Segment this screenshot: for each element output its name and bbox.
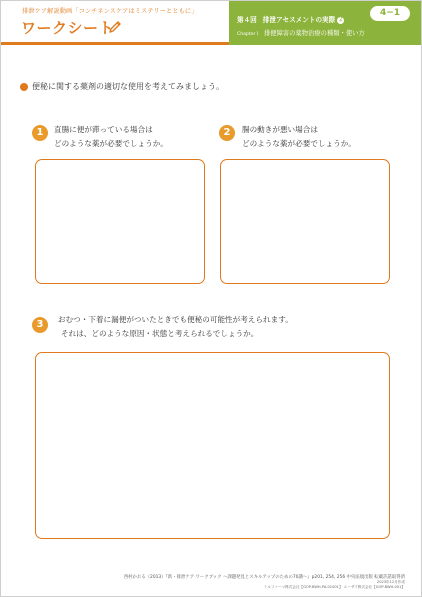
- chapter-title: 排便障害の薬物治療の種類・使い方: [263, 30, 365, 37]
- worksheet-number-badge: 4−1: [370, 6, 410, 21]
- header-underline: [1, 42, 229, 45]
- session-heading: [237, 14, 344, 24]
- answer-box-1[interactable]: [35, 159, 205, 284]
- question-1-line1: 直腸に便が滞っている場合は: [54, 125, 153, 134]
- question-2-text: [242, 123, 356, 151]
- session-title: 排泄アセスメントの実際: [262, 16, 336, 24]
- chapter-label: Chapter１: [237, 32, 260, 37]
- question-3-number: 3: [32, 317, 48, 333]
- question-1-number: 1: [32, 125, 48, 141]
- bullet-icon: [20, 83, 28, 91]
- series-title: 排泄ケア解説動画「コンチネンスケアはミステリーとともに」: [22, 8, 198, 15]
- header-left: [1, 1, 229, 44]
- worksheet-title: ワークシート: [21, 19, 115, 37]
- session-part-number: ２: [337, 16, 344, 23]
- question-1-text: [54, 123, 168, 151]
- question-3-text: [58, 313, 293, 341]
- answer-box-2[interactable]: [220, 159, 390, 284]
- question-2-line2: どのような薬が必要でしょうか。: [242, 139, 356, 148]
- company-codes: ミルファーマ株式会社【GOP-BWH-PA-01001】 エーザイ株式会社【GOP-BWH-001】: [263, 585, 405, 589]
- instruction-text: 便秘に関する薬剤の適切な使用を考えてみましょう。: [32, 82, 224, 91]
- question-3-line2: それは、どのような原因・状態と考えられるでしょうか。: [61, 329, 259, 338]
- chapter-heading: [237, 28, 365, 37]
- question-2-line1: 腸の動きが悪い場合は: [242, 125, 318, 134]
- question-3-line1: おむつ・下着に漏便がついたときでも便秘の可能性が考えられます。: [58, 315, 293, 324]
- answer-box-3[interactable]: [35, 352, 390, 539]
- citation-text: 西村かおる（2013）『新・排泄ケア ワークブック ～課題発見とスキルアップのための70講～』p201, 254, 256 中央法規出版 転載許諾取得済: [123, 575, 405, 580]
- creation-date: 2023年12月作成: [376, 580, 405, 584]
- question-1-line2: どのような薬が必要でしょうか。: [54, 139, 168, 148]
- pencil-icon: [107, 19, 123, 35]
- session-number: 第４回: [237, 16, 257, 24]
- question-2-number: 2: [219, 125, 235, 141]
